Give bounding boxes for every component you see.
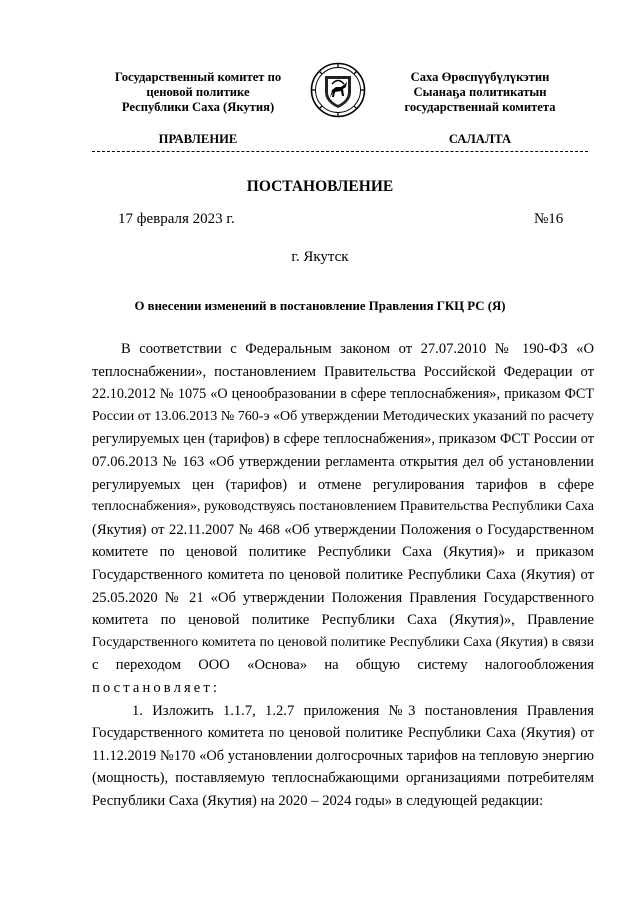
letterhead xyxy=(0,62,640,132)
document-subject: О внесении изменений в постановление Правления ГКЦ РС (Я) xyxy=(134,299,506,313)
letterhead-left xyxy=(98,70,298,115)
coat-of-arms-icon xyxy=(310,62,366,118)
text-line: с переходом ООО «Основа» на общую систему налогообложения xyxy=(92,657,594,674)
board-label-sah: САЛАЛТА xyxy=(448,132,512,146)
text-line: 07.06.2013 № 163 «Об утверждении регламента открытия дел об установлении xyxy=(92,453,594,470)
paragraph-preamble xyxy=(92,338,594,700)
document-number: №16 xyxy=(534,211,564,227)
text-line: (мощность), поставляемую теплоснабжающими организациями потребителям xyxy=(92,770,594,787)
document-date: 17 февраля 2023 г. xyxy=(118,211,235,227)
letterhead-left-line: ценовой политике xyxy=(146,85,250,99)
text-line: (Якутия) от 22.11.2007 № 468 «Об утверждении Положения о Государственном xyxy=(92,521,594,538)
text-line: теплоснабжении», постановлением Правительства Российской Федерации от xyxy=(92,363,594,380)
text-line: Государственного комитета по ценовой политике Республики Саха (Якутия) от xyxy=(92,566,594,583)
letterhead-left-line: Республики Саха (Якутия) xyxy=(121,100,275,114)
letterhead-right-line: государственнай комитета xyxy=(404,100,556,114)
text-line: 11.12.2019 №170 «Об установлении долгосрочных тарифов на тепловую энергию xyxy=(92,747,594,764)
text-line: комитета по ценовой политике Республики Саха (Якутия)», Правление xyxy=(92,612,594,629)
text-line: комитете по ценовой политике Республики Саха (Якутия)» и приказом xyxy=(92,544,594,561)
text-line: 22.10.2012 № 1075 «О ценообразовании в сфере теплоснабжения», приказом ФСТ xyxy=(92,386,594,403)
document-title: ПОСТАНОВЛЕНИЕ xyxy=(246,178,394,195)
document-city: г. Якутск xyxy=(291,249,349,265)
letterhead-right xyxy=(382,70,578,115)
text-line: России от 13.06.2013 № 760-э «Об утверждении Методических указаний по расчету xyxy=(92,408,594,424)
text-line: В соответствии с Федеральным законом от 27.07.2010 № 190-ФЗ «О xyxy=(121,341,594,357)
paragraph-item-1 xyxy=(92,700,594,813)
document-body xyxy=(92,338,594,812)
divider xyxy=(92,151,588,152)
text-line: 1. Изложить 1.1.7, 1.2.7 приложения №3 постановления Правления xyxy=(132,702,594,719)
text-line: регулируемых цен (тарифов) и отмене регулирования тарифов в сфере xyxy=(92,476,594,493)
letterhead-left-line: Государственный комитет по xyxy=(114,70,282,84)
text-line: Республики Саха (Якутия) на 2020 – 2024 годы» в следующей редакции: xyxy=(92,792,544,809)
resolves-word: постановляет: xyxy=(92,679,220,696)
board-label-ru: ПРАВЛЕНИЕ xyxy=(158,132,238,146)
letterhead-right-line: Саха Өрөспүүбүлүкэтин xyxy=(410,70,550,84)
text-line: Государственного комитета по ценовой политике Республики Саха (Якутия) от xyxy=(92,725,594,742)
text-line: 25.05.2020 № 21 «Об утверждении Положения Правления Государственного xyxy=(92,589,594,606)
text-line: регулируемых цен (тарифов) в сфере теплоснабжения», приказом ФСТ России от xyxy=(92,431,594,448)
letterhead-right-line: Сыанаҕа политикатын xyxy=(413,85,547,99)
text-line: теплоснабжения», руководствуясь постановлением Правительства Республики Саха xyxy=(92,499,594,515)
text-line: Государственного комитета по ценовой политике Республики Саха (Якутия) в связи xyxy=(92,634,594,650)
